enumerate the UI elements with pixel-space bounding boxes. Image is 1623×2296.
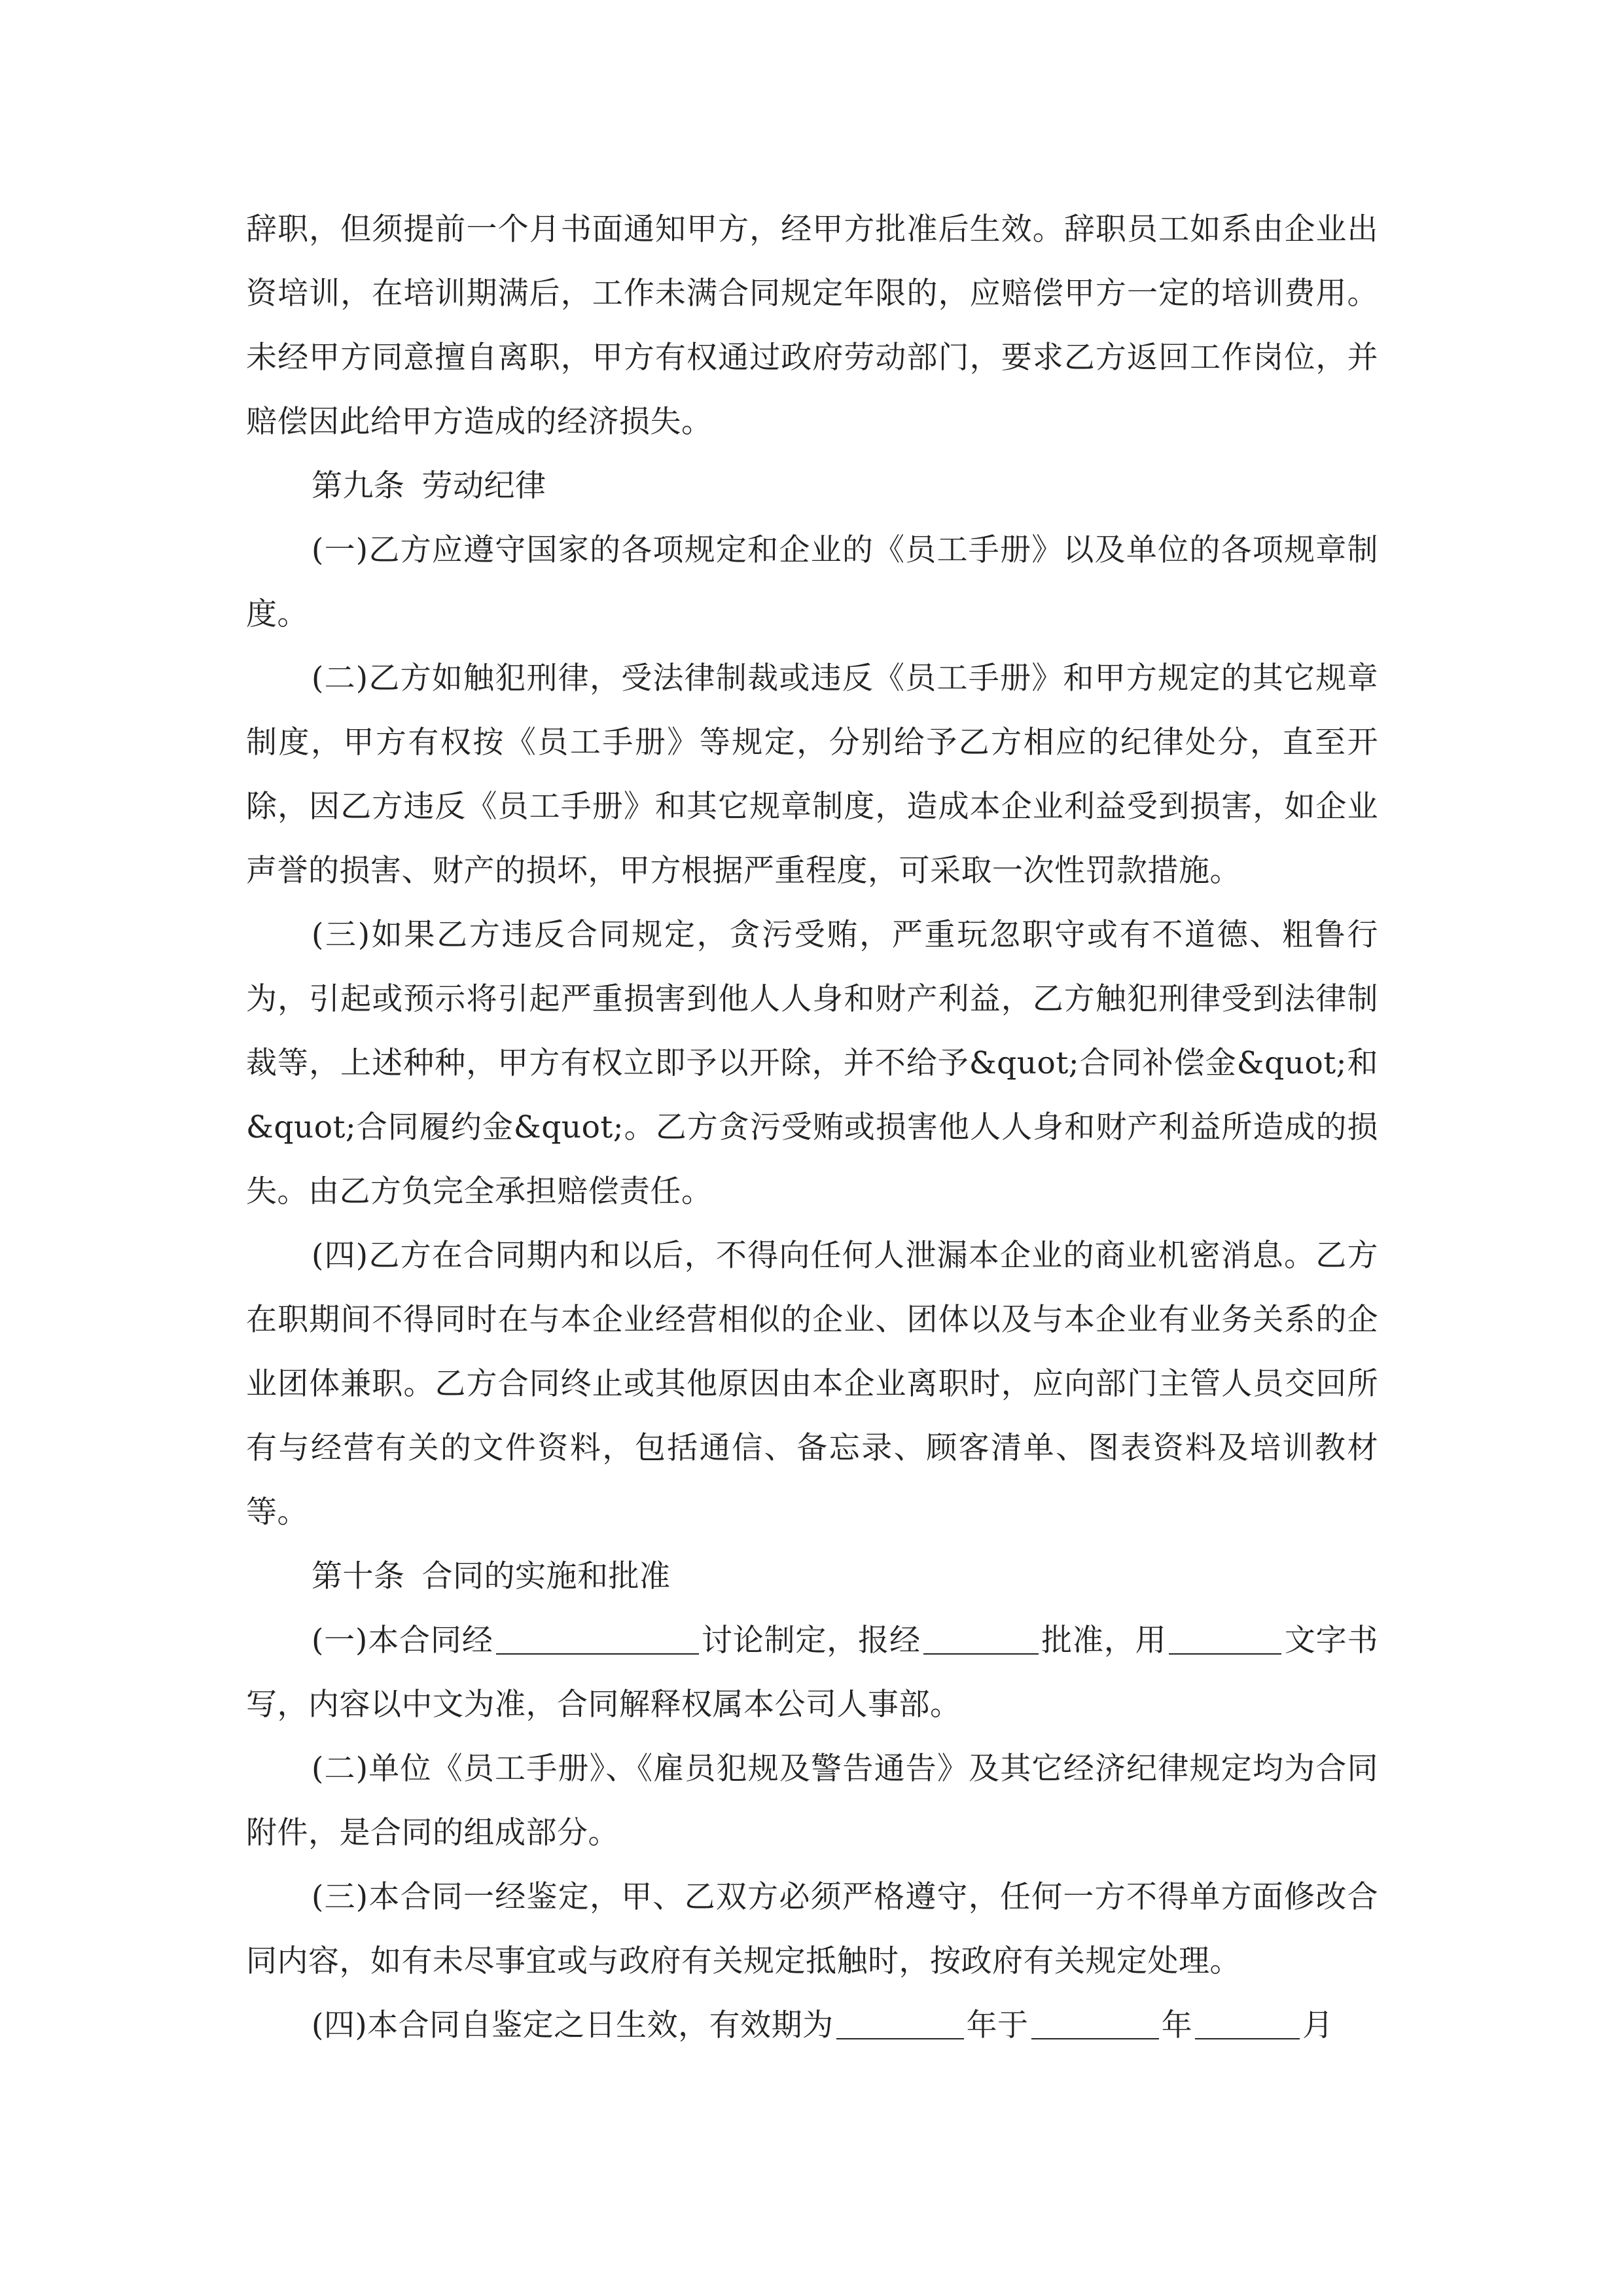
article-10-heading <box>246 1545 1378 1609</box>
article-10-clause-1-part-c: 批准，用 <box>1041 1623 1167 1659</box>
blank-discussed-by <box>496 1614 699 1655</box>
article-9-clause-4: (四)乙方在合同期内和以后，不得向任何人泄漏本企业的商业机密消息。乙方在职期间不得同时在与本企业经营相似的企业、团体以及与本企业有业务关系的企业团体兼职。乙方合同终止或其他原因由本企业离职时，应向部门主管人员交回所有与经营有关的文件资料，包括通信、备忘录、顾客清单、图表资料及培训教材等。 <box>246 1238 1378 1530</box>
blank-end-month <box>1195 1999 1300 2039</box>
article-9-title: 劳动纪律 <box>421 468 546 504</box>
article-10-clause-2: (二)单位《员工手册》、《雇员犯规及警告通告》及其它经济纪律规定均为合同附件，是合同的组成部分。 <box>246 1751 1378 1851</box>
article-10-clause-1-part-d: 文字书写，内容以中文为准，合同解释权属本公司人事部。 <box>246 1623 1379 1723</box>
article-10-clause-1-part-a: (一)本合同经 <box>312 1623 493 1659</box>
article-10-number: 第十条 <box>312 1558 405 1594</box>
blank-language <box>1169 1614 1281 1655</box>
document-body <box>246 198 1378 2058</box>
article-10-clause-4-part-c: 年 <box>1161 2007 1193 2043</box>
article-10-clause-3: (三)本合同一经鉴定，甲、乙双方必须严格遵守，任何一方不得单方面修改合同内容，如有未尽事宜或与政府有关规定抵触时，按政府有关规定处理。 <box>246 1879 1378 1979</box>
blank-end-year <box>1031 1999 1159 2039</box>
article-10-title: 合同的实施和批准 <box>421 1558 671 1594</box>
article-9-number: 第九条 <box>312 468 405 504</box>
article-9-clause-3: (三)如果乙方违反合同规定，贪污受贿，严重玩忽职守或有不道德、粗鲁行为，引起或预示将引起严重损害到他人人身和财产利益，乙方触犯刑律受到法律制裁等，上述种种，甲方有权立即予以开除，并不给予&quot;合同补偿金&quot;和&quot;合同履约金&quot;。乙方贪污受贿或损害他人人身和财产利益所造成的损失。由乙方负完全承担赔偿责任。 <box>246 917 1378 1210</box>
article-10-clause-4-part-a: (四)本合同自鉴定之日生效，有效期为 <box>312 2007 834 2043</box>
article-9-heading <box>246 454 1378 518</box>
article-10-clause-4 <box>246 1994 1378 2058</box>
article-10-clause-1-part-b: 讨论制定，报经 <box>701 1623 921 1659</box>
article-10-clause-1 <box>246 1609 1378 1737</box>
blank-approved-by <box>923 1614 1039 1655</box>
blank-validity-years <box>836 1999 964 2039</box>
article-9-clause-2: (二)乙方如触犯刑律，受法律制裁或违反《员工手册》和甲方规定的其它规章制度，甲方有权按《员工手册》等规定，分别给予乙方相应的纪律处分，直至开除，因乙方违反《员工手册》和其它规章制度，造成本企业利益受到损害，如企业声誉的损害、财产的损坏，甲方根据严重程度，可采取一次性罚款措施。 <box>246 660 1378 889</box>
paragraph-resignation: 辞职，但须提前一个月书面通知甲方，经甲方批准后生效。辞职员工如系由企业出资培训，在培训期满后，工作未满合同规定年限的，应赔偿甲方一定的培训费用。未经甲方同意擅自离职，甲方有权通过政府劳动部门，要求乙方返回工作岗位，并赔偿因此给甲方造成的经济损失。 <box>246 211 1378 440</box>
article-10-clause-4-part-d: 月 <box>1302 2007 1334 2043</box>
article-10-clause-4-part-b: 年于 <box>966 2007 1029 2043</box>
article-9-clause-1: (一)乙方应遵守国家的各项规定和企业的《员工手册》以及单位的各项规章制度。 <box>246 532 1378 632</box>
